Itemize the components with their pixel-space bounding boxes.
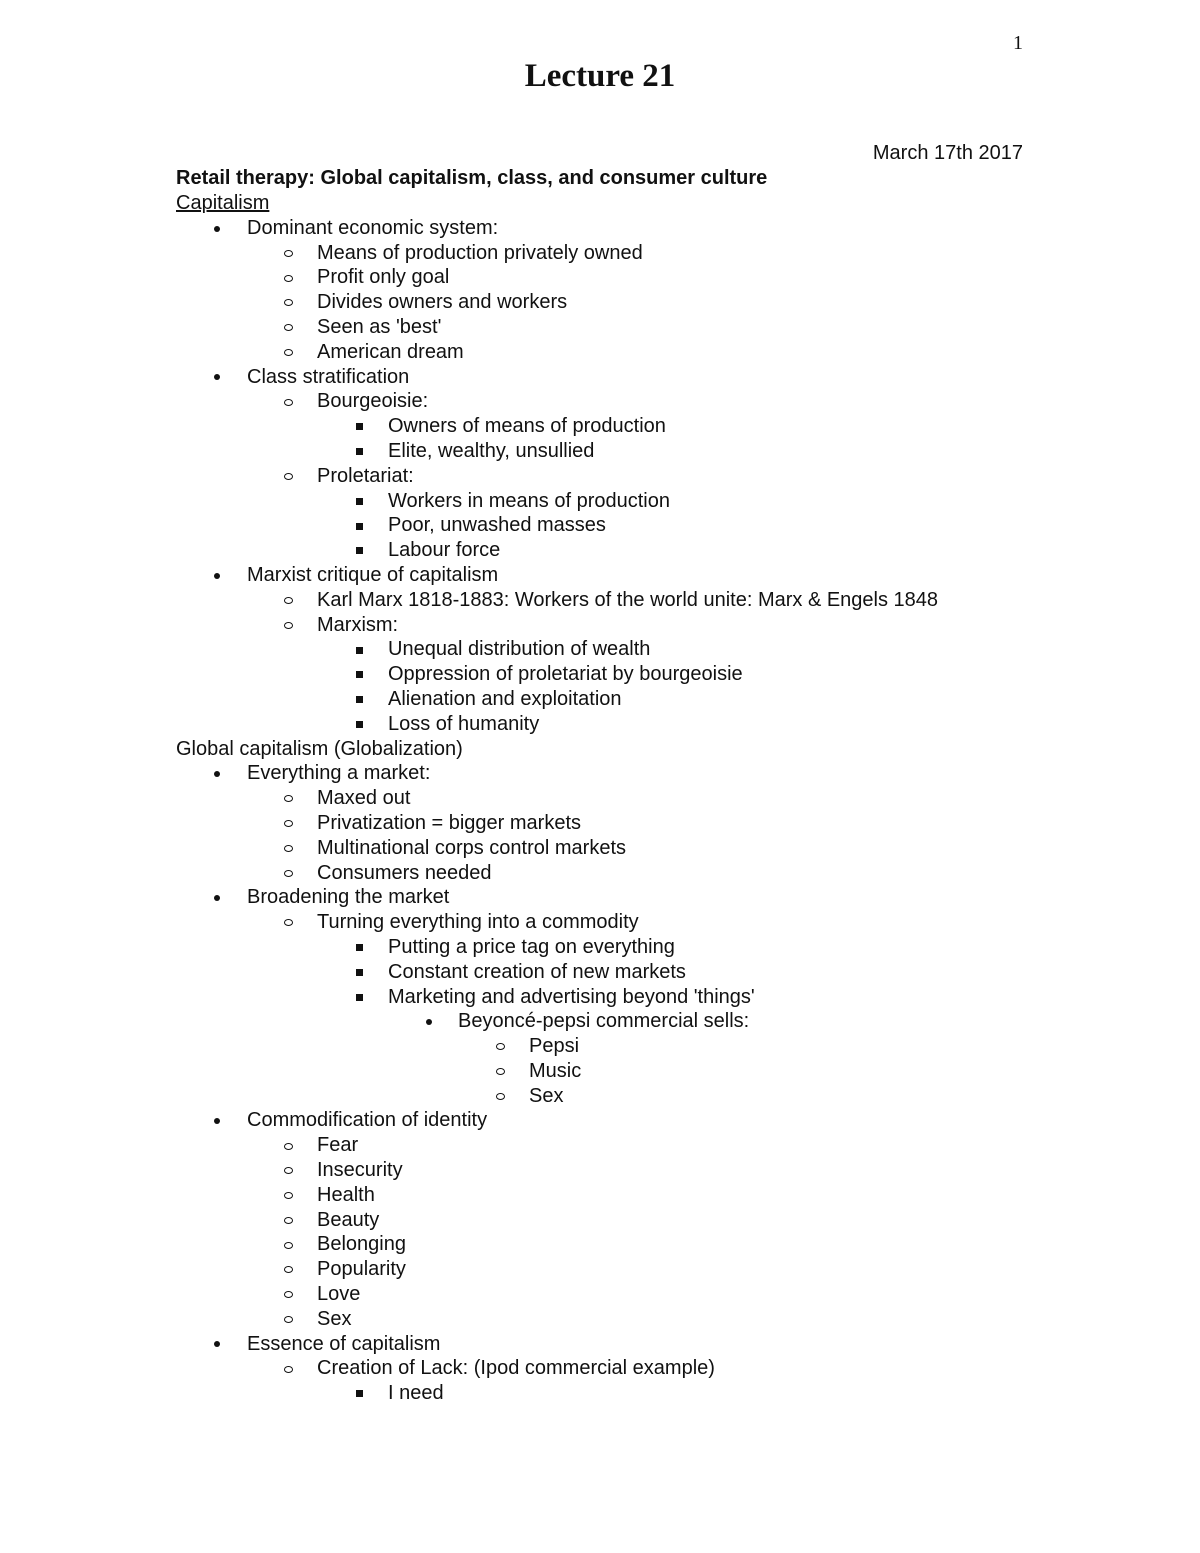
outline-item-text: Global capitalism (Globalization)	[176, 737, 463, 760]
bullet-circle-icon	[281, 1232, 295, 1257]
outline-item	[176, 836, 1050, 861]
bullet-circle-icon	[493, 1084, 507, 1109]
outline-item	[176, 1108, 1050, 1133]
outline-item-text: Broadening the market	[247, 886, 450, 909]
bullet-circle-icon	[281, 588, 295, 613]
bullet-circle-icon	[281, 811, 295, 836]
outline-item	[176, 340, 1050, 365]
outline-item	[176, 538, 1050, 563]
outline-item	[176, 489, 1050, 514]
bullet-circle-icon	[281, 1307, 295, 1332]
bullet-circle-icon	[281, 1133, 295, 1158]
outline-item-text: Health	[317, 1183, 375, 1206]
section-heading	[176, 737, 1050, 762]
outline-item	[176, 290, 1050, 315]
outline-item	[176, 1133, 1050, 1158]
bullet-circle-icon	[281, 836, 295, 861]
outline-item	[176, 1009, 1050, 1034]
bullet-dot-icon	[210, 1108, 224, 1133]
bullet-circle-icon	[281, 1208, 295, 1233]
outline-item	[176, 1356, 1050, 1381]
outline-item-text: Belonging	[317, 1233, 406, 1256]
outline-item-text: Workers in means of production	[388, 489, 670, 512]
bullet-square-icon	[352, 538, 366, 563]
bullet-circle-icon	[281, 315, 295, 340]
bullet-square-icon	[352, 960, 366, 985]
outline-item	[176, 365, 1050, 390]
outline-item	[176, 389, 1050, 414]
outline-item-text: Putting a price tag on everything	[388, 935, 675, 958]
bullet-circle-icon	[493, 1034, 507, 1059]
outline-item-text: Multinational corps control markets	[317, 836, 627, 859]
outline-item-text: Divides owners and workers	[317, 291, 568, 314]
bullet-square-icon	[352, 662, 366, 687]
outline-item	[176, 687, 1050, 712]
bullet-square-icon	[352, 414, 366, 439]
bullet-circle-icon	[281, 464, 295, 489]
outline-item-text: Labour force	[388, 539, 501, 562]
outline-item-text: Oppression of proletariat by bourgeoisie	[388, 663, 743, 686]
outline-item-text: Proletariat:	[317, 464, 414, 487]
outline-item-text: Everything a market:	[247, 762, 431, 785]
bullet-square-icon	[352, 513, 366, 538]
outline-item-text: Poor, unwashed masses	[388, 514, 606, 537]
bullet-circle-icon	[281, 786, 295, 811]
bullet-circle-icon	[281, 290, 295, 315]
bullet-square-icon	[352, 489, 366, 514]
outline-item-text: Loss of humanity	[388, 712, 540, 735]
outline-item	[176, 786, 1050, 811]
bullet-circle-icon	[281, 265, 295, 290]
bullet-circle-icon	[281, 1257, 295, 1282]
outline-item-text: Insecurity	[317, 1159, 403, 1182]
bullet-circle-icon	[281, 861, 295, 886]
outline-item	[176, 1084, 1050, 1109]
bullet-square-icon	[352, 1381, 366, 1406]
outline-item	[176, 637, 1050, 662]
outline-item-text: Marxist critique of capitalism	[247, 563, 499, 586]
outline-item	[176, 464, 1050, 489]
bullet-square-icon	[352, 637, 366, 662]
outline-item-text: Pepsi	[529, 1035, 580, 1058]
outline-item	[176, 588, 1050, 613]
outline-item-text: Alienation and exploitation	[388, 687, 622, 710]
outline-item	[176, 861, 1050, 886]
outline-item-text: Commodification of identity	[247, 1109, 488, 1132]
bullet-square-icon	[352, 439, 366, 464]
outline-item	[176, 910, 1050, 935]
bullet-circle-icon	[493, 1059, 507, 1084]
outline-item-text: Karl Marx 1818-1883: Workers of the world unite: Marx & Engels 1848	[317, 588, 939, 611]
outline-item-text: I need	[388, 1382, 444, 1405]
outline-item-text: Marxism:	[317, 613, 399, 636]
outline-item	[176, 960, 1050, 985]
outline-item-text: Bourgeoisie:	[317, 390, 429, 413]
outline-item	[176, 985, 1050, 1010]
outline-item	[176, 761, 1050, 786]
outline-item-text: Profit only goal	[317, 266, 450, 289]
outline-item	[176, 1034, 1050, 1059]
outline-item-text: Maxed out	[317, 787, 411, 810]
bullet-square-icon	[352, 712, 366, 737]
bullet-dot-icon	[210, 1332, 224, 1357]
outline-item	[176, 513, 1050, 538]
outline-item	[176, 1282, 1050, 1307]
outline-item	[176, 241, 1050, 266]
outline-item	[176, 1208, 1050, 1233]
bullet-circle-icon	[281, 1282, 295, 1307]
outline-item-text: Essence of capitalism	[247, 1332, 441, 1355]
outline-item-text: Sex	[529, 1084, 564, 1107]
bullet-circle-icon	[281, 613, 295, 638]
outline-item	[176, 811, 1050, 836]
bullet-dot-icon	[210, 563, 224, 588]
outline-item-text: Privatization = bigger markets	[317, 811, 582, 834]
bullet-circle-icon	[281, 241, 295, 266]
bullet-square-icon	[352, 687, 366, 712]
bullet-circle-icon	[281, 340, 295, 365]
outline-item-text: Music	[529, 1059, 582, 1082]
bullet-circle-icon	[281, 1158, 295, 1183]
outline-item	[176, 712, 1050, 737]
bullet-dot-icon	[210, 216, 224, 241]
bullet-circle-icon	[281, 1356, 295, 1381]
section-heading	[176, 191, 1050, 216]
bullet-dot-icon	[422, 1009, 436, 1034]
outline-item	[176, 1332, 1050, 1357]
outline-item	[176, 1183, 1050, 1208]
outline-item-text: Unequal distribution of wealth	[388, 638, 651, 661]
bullet-circle-icon	[281, 910, 295, 935]
bullet-dot-icon	[210, 885, 224, 910]
outline-item-text: Beauty	[317, 1208, 380, 1231]
bullet-dot-icon	[210, 761, 224, 786]
outline-item-text: Consumers needed	[317, 861, 492, 884]
outline-item-text: Beyoncé-pepsi commercial sells:	[458, 1010, 750, 1033]
outline-item	[176, 885, 1050, 910]
outline-item	[176, 1257, 1050, 1282]
bullet-circle-icon	[281, 1183, 295, 1208]
outline-item	[176, 315, 1050, 340]
lecture-subtitle: Retail therapy: Global capitalism, class, and consumer culture	[176, 167, 768, 189]
lecture-outline	[176, 191, 1050, 1406]
page-title: Lecture 21	[524, 58, 676, 94]
bullet-dot-icon	[210, 365, 224, 390]
outline-item-text: Popularity	[317, 1258, 406, 1281]
lecture-date: March 17th 2017	[872, 142, 1023, 164]
outline-item	[176, 439, 1050, 464]
outline-item	[176, 1158, 1050, 1183]
bullet-circle-icon	[281, 389, 295, 414]
bullet-square-icon	[352, 985, 366, 1010]
outline-item-text: Owners of means of production	[388, 415, 666, 438]
outline-item-text: Marketing and advertising beyond 'things'	[388, 985, 755, 1008]
outline-item-text: Seen as 'best'	[317, 315, 442, 338]
outline-item-text: Sex	[317, 1307, 352, 1330]
outline-item	[176, 1381, 1050, 1406]
outline-item	[176, 1059, 1050, 1084]
outline-item-text: Creation of Lack: (Ipod commercial example)	[317, 1357, 715, 1380]
outline-item	[176, 265, 1050, 290]
outline-item	[176, 935, 1050, 960]
outline-item	[176, 613, 1050, 638]
outline-item	[176, 563, 1050, 588]
outline-item-text: Class stratification	[247, 365, 410, 388]
outline-item-text: Means of production privately owned	[317, 241, 643, 264]
outline-item-text: Dominant economic system:	[247, 216, 499, 239]
outline-item-text: Fear	[317, 1134, 359, 1157]
outline-item-text: Capitalism	[176, 192, 270, 214]
outline-item	[176, 1307, 1050, 1332]
outline-item-text: Elite, wealthy, unsullied	[388, 439, 595, 462]
outline-item-text: Constant creation of new markets	[388, 960, 686, 983]
outline-item	[176, 216, 1050, 241]
outline-item-text: Love	[317, 1283, 361, 1306]
outline-item-text: American dream	[317, 340, 464, 363]
page-number: 1	[1013, 32, 1023, 54]
outline-item	[176, 1232, 1050, 1257]
outline-item-text: Turning everything into a commodity	[317, 911, 639, 934]
outline-item	[176, 414, 1050, 439]
bullet-square-icon	[352, 935, 366, 960]
outline-item	[176, 662, 1050, 687]
